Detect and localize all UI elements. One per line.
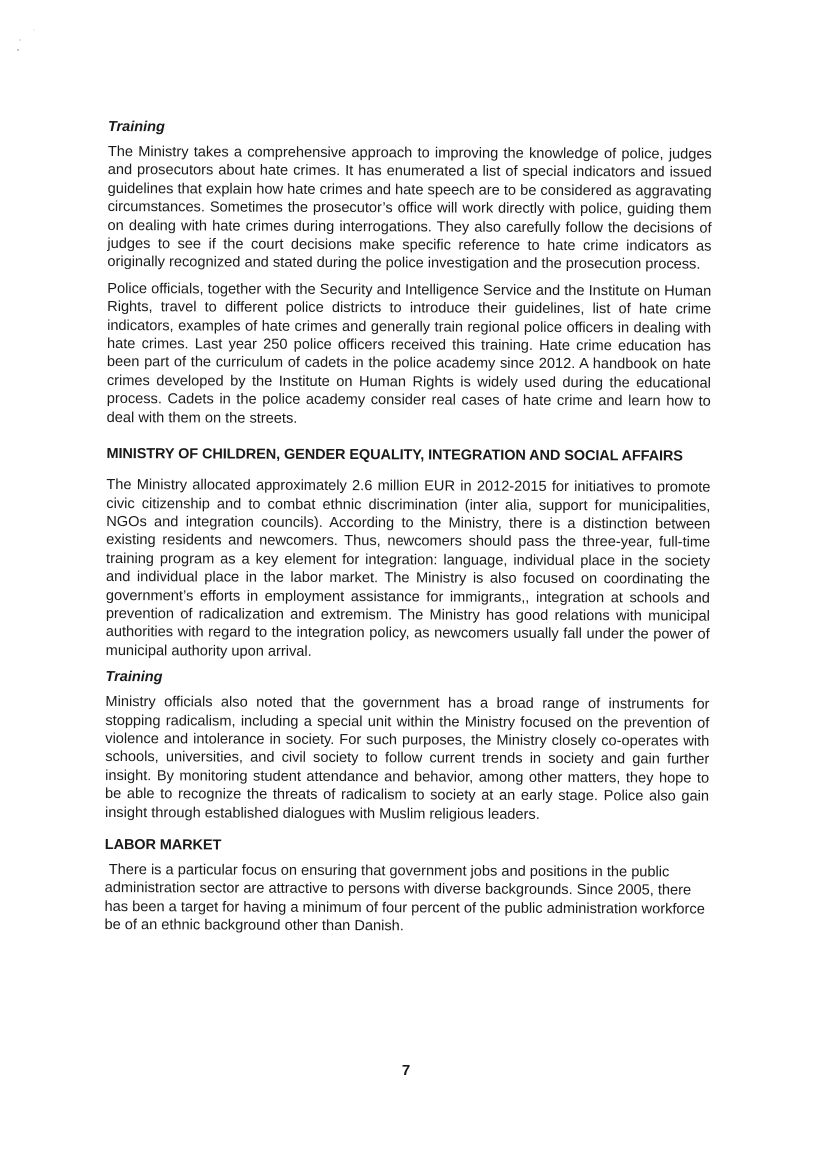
section-heading-training-2: Training	[105, 669, 163, 686]
paragraph-labor-market: There is a particular focus on ensuring that government jobs and positions in the public administration sector are attractive to persons with diverse backgrounds. Since 2005, there has been a target for having a minimum of four percent of the public administration workforce be of an ethnic background other than Danish.	[104, 861, 709, 935]
section-heading-training: Training	[107, 118, 165, 136]
paragraph-radicalism: Ministry officials also noted that the government has a broad range of instruments for stopping radicalism, including a special unit within the Ministry focused on the prevention of violence and intolerance in society. For such purposes, the Ministry closely co-operates with schools, universities, and civil society to follow current trends in society and gain further insight. By monitoring student attendance and behavior, among other matters, they hope to be able to recognize the threats of radicalism to society at an early stage. Police also gain insight through established dialogues with Muslim religious leaders.	[104, 694, 710, 823]
scan-specks	[14, 14, 84, 64]
document-body	[104, 118, 712, 945]
paragraph-training-approach: The Ministry takes a comprehensive approach to improving the knowledge of police, judges and prosecutors about hate crimes. It has enumerated a list of special indicators and issued guidelines that explain how hate crimes and hate speech are to be considered as aggravating circumstances. Sometimes the prosecutor’s office will work directly with police, guiding them on dealing with hate crimes during interrogations. They also carefully follow the decisions of judges to see if the court decisions make specific reference to hate crime indicators as originally recognized and stated during the police investigation and the prosecution process.	[107, 143, 712, 274]
paragraph-ministry-allocation: The Ministry allocated approximately 2.6 million EUR in 2012-2015 for initiatives to promote civic citizenship and to combat ethnic discrimination (inter alia, support for municipalities, NGOs and integration councils). According to the Ministry, there is a distinction between existing residents and newcomers. Thus, newcomers should pass the three-year, full-time training program as a key element for integration: language, individual place in the society and individual place in the labor market. The Ministry is also focused on coordinating the government’s efforts in employment assistance for immigrants,, integration at schools and prevention of radicalization and extremism. The Ministry has good relations with municipal authorities with regard to the integration policy, as newcomers usually fall under the power of municipal authority upon arrival.	[105, 477, 711, 660]
paragraph-police-officials: Police officials, together with the Security and Intelligence Service and the Institute on Human Rights, travel to different police districts to introduce their guidelines, list of hate crime indicators, examples of hate crimes and generally train regional police officers in dealing with hate crimes. Last year 250 police officers received this training. Hate crime education has been part of the curriculum of cadets in the police academy since 2012. A handbook on hate crimes developed by the Institute on Human Rights is widely used during the educational process. Cadets in the police academy consider real cases of hate crime and learn how to deal with them on the streets.	[106, 280, 712, 427]
section-heading-labor-market: LABOR MARKET	[104, 836, 222, 854]
page-number: 7	[401, 1062, 411, 1079]
section-heading-ministry: MINISTRY OF CHILDREN, GENDER EQUALITY, INTEGRATION AND SOCIAL AFFAIRS	[106, 446, 683, 465]
